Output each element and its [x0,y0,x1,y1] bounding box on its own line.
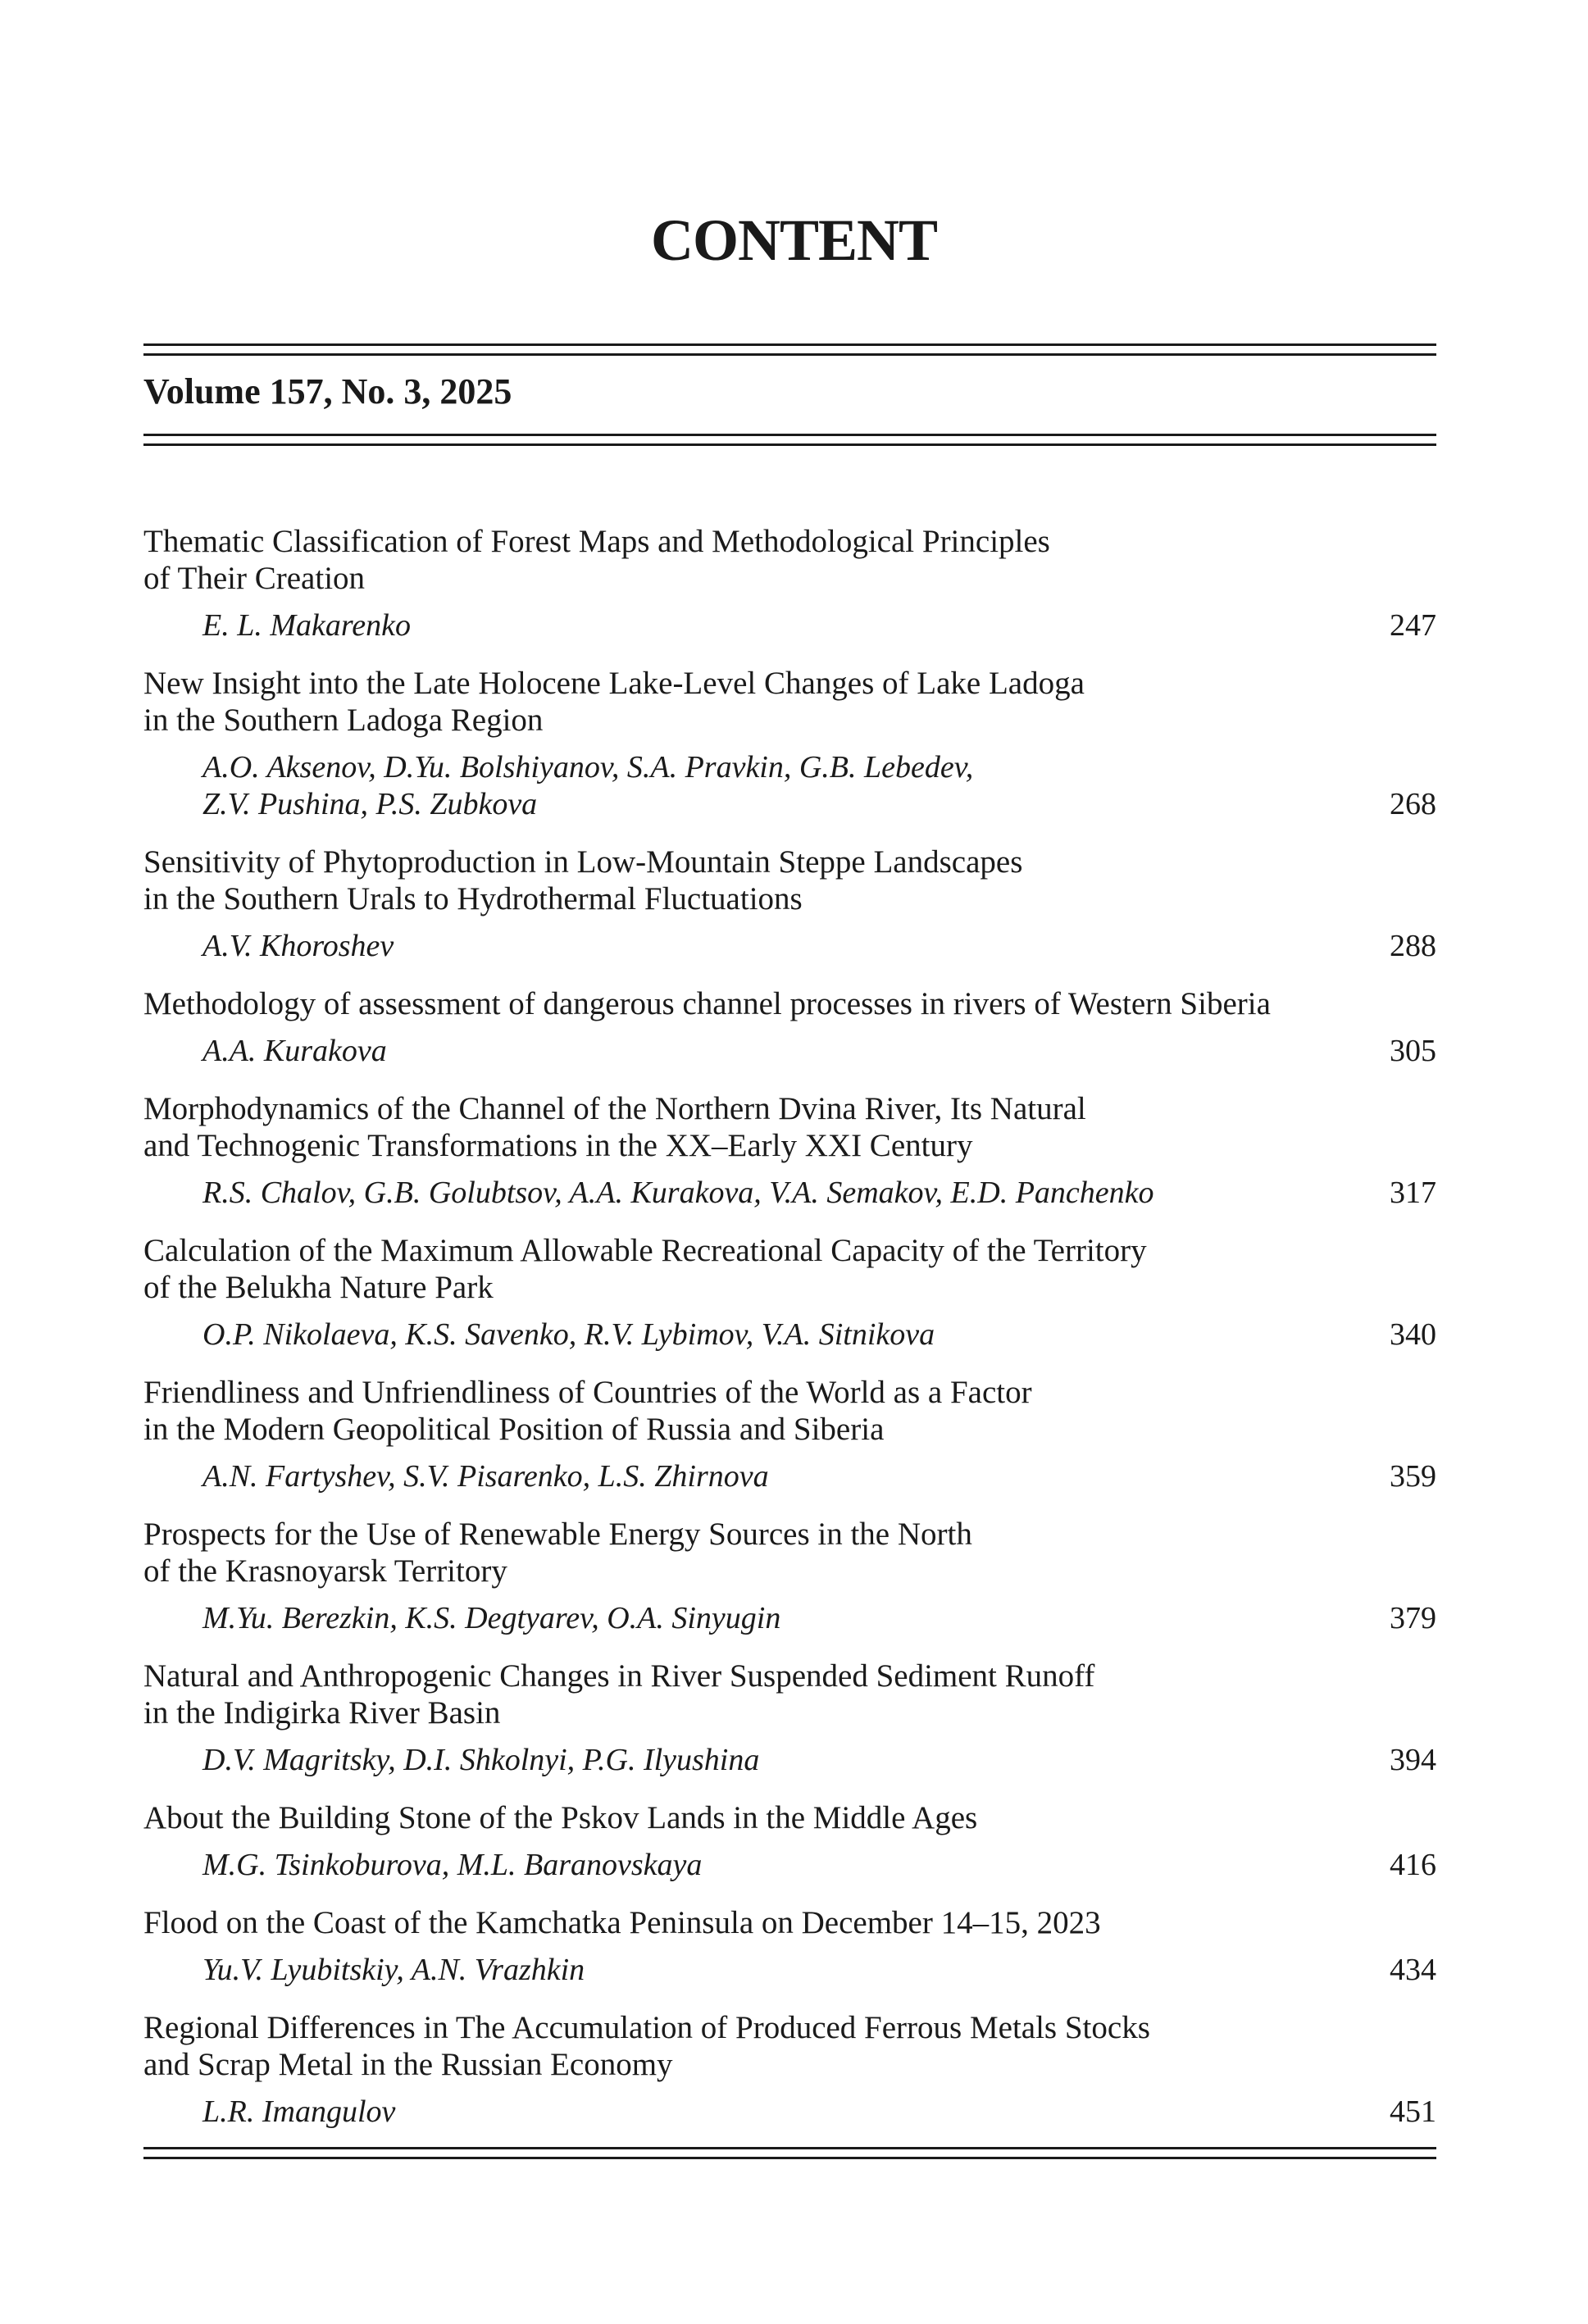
article-authors: D.V. Magritsky, D.I. Shkolnyi, P.G. Ilyushina [202,1743,760,1777]
article-title[interactable]: Morphodynamics of the Channel of the Northern Dvina River, Its Natural and Technogenic Transformations in the XX–Early XXI Century [143,1091,1086,1163]
toc-entry[interactable] [143,1374,1436,1495]
article-title[interactable]: Methodology of assessment of dangerous channel processes in rivers of Western Siberia [143,986,1271,1021]
article-title[interactable]: Calculation of the Maximum Allowable Recreational Capacity of the Territory of the Belukha Nature Park [143,1233,1147,1305]
page-number: 359 [1390,1459,1436,1494]
article-authors: L.R. Imangulov [202,2094,396,2129]
page-number: 379 [1390,1601,1436,1635]
page-number: 247 [1390,608,1436,643]
divider [143,434,1436,436]
article-authors: Yu.V. Lyubitskiy, A.N. Vrazhkin [202,1953,585,1987]
page-number: 434 [1390,1953,1436,1987]
article-title[interactable]: Friendliness and Unfriendliness of Countries of the World as a Factor in the Modern Geopolitical Position of Russia and Siberia [143,1375,1032,1447]
article-title[interactable]: Thematic Classification of Forest Maps and Methodological Principles of Their Creation [143,524,1050,596]
article-title[interactable]: Flood on the Coast of the Kamchatka Peninsula on December 14–15, 2023 [143,1905,1101,1940]
page-number: 451 [1390,2094,1436,2129]
toc-entry[interactable] [143,1658,1436,1779]
article-authors: A.N. Fartyshev, S.V. Pisarenko, L.S. Zhirnova [202,1459,769,1494]
article-authors: A.O. Aksenov, D.Yu. Bolshiyanov, S.A. Pravkin, G.B. Lebedev, Z.V. Pushina, P.S. Zubkova [202,750,974,821]
page-number: 288 [1390,929,1436,963]
toc-entry[interactable] [143,1516,1436,1637]
article-authors: A.V. Khoroshev [202,929,394,963]
toc-entry[interactable] [143,1232,1436,1353]
article-title[interactable]: Regional Differences in The Accumulation of Produced Ferrous Metals Stocks and Scrap Metal in the Russian Economy [143,2010,1150,2082]
page-title: CONTENT [650,207,938,273]
toc-entry[interactable] [143,985,1436,1070]
page-number: 268 [1390,787,1436,821]
article-authors: O.P. Nikolaeva, K.S. Savenko, R.V. Lybimov, V.A. Sitnikova [202,1317,935,1352]
page-number: 317 [1390,1176,1436,1210]
toc-entry[interactable] [143,1904,1436,1989]
divider [143,353,1436,356]
article-title[interactable]: Natural and Anthropogenic Changes in River Suspended Sediment Runoff in the Indigirka River Basin [143,1658,1095,1730]
page-number: 416 [1390,1848,1436,1882]
article-title[interactable]: Prospects for the Use of Renewable Energy Sources in the North of the Krasnoyarsk Territory [143,1517,972,1589]
article-authors: M.Yu. Berezkin, K.S. Degtyarev, O.A. Sinyugin [202,1601,781,1635]
article-title[interactable]: Sensitivity of Phytoproduction in Low-Mountain Steppe Landscapes in the Southern Urals to Hydrothermal Fluctuations [143,844,1023,916]
toc-entry[interactable] [143,844,1436,965]
divider [143,343,1436,346]
toc-entry[interactable] [143,1090,1436,1212]
article-authors: E. L. Makarenko [202,608,411,643]
toc-entry[interactable] [143,665,1436,823]
article-authors: M.G. Tsinkoburova, M.L. Baranovskaya [202,1848,703,1882]
divider [143,2147,1436,2149]
volume-info: Volume 157, No. 3, 2025 [143,371,512,412]
article-authors: R.S. Chalov, G.B. Golubtsov, A.A. Kurakova, V.A. Semakov, E.D. Panchenko [202,1176,1154,1210]
article-authors: A.A. Kurakova [202,1034,387,1068]
divider [143,2157,1436,2159]
page-number: 394 [1390,1743,1436,1777]
page-number: 305 [1390,1034,1436,1068]
article-title[interactable]: New Insight into the Late Holocene Lake-Level Changes of Lake Ladoga in the Southern Ladoga Region [143,666,1085,738]
article-title[interactable]: About the Building Stone of the Pskov Lands in the Middle Ages [143,1800,978,1835]
divider [143,443,1436,446]
toc-entry[interactable] [143,523,1436,644]
toc-entry[interactable] [143,1799,1436,1884]
table-of-contents [143,523,1436,2151]
page-number: 340 [1390,1317,1436,1352]
toc-entry[interactable] [143,2009,1436,2131]
